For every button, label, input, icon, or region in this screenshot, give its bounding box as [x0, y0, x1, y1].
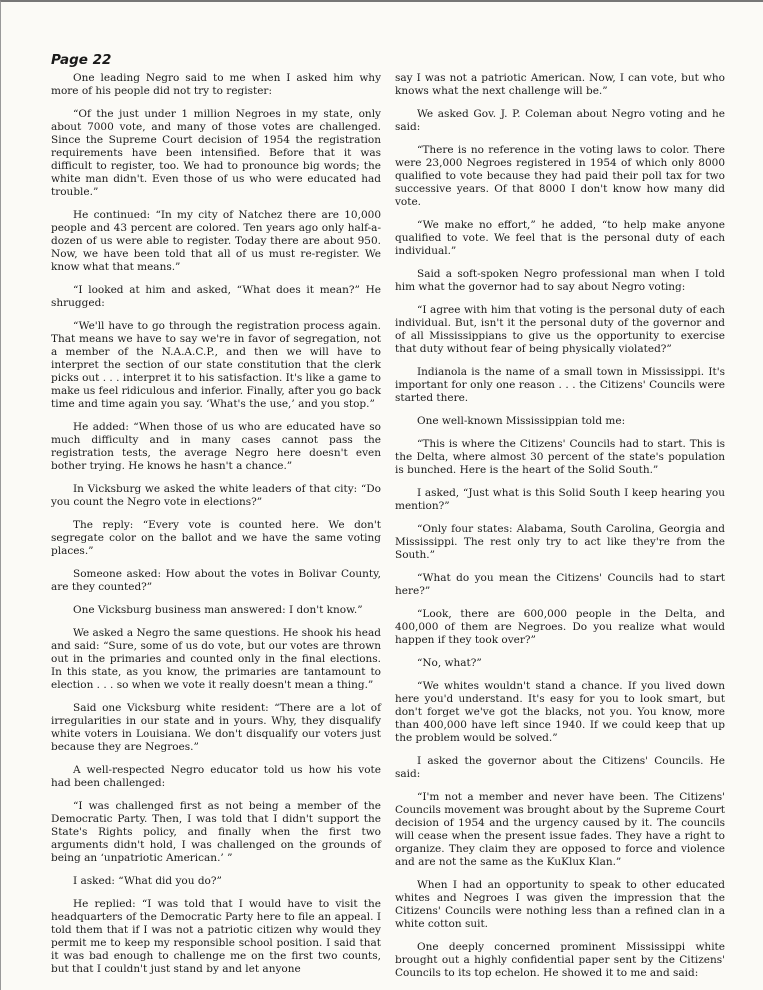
paragraph: In Vicksburg we asked the white leaders of that city: “Do you count the Negro vote in elections?” [51, 483, 381, 508]
left-column [51, 72, 381, 986]
paragraph: “I'm not a member and never have been. The Citizens' Councils movement was brought about by the Supreme Court decision of 1954 and the urgency caused by it. The councils will cease when the present issue fades. They have a right to organize. They claim they are opposed to force and violence and are not the same as the KuKlux Klan.” [395, 791, 725, 868]
paragraph: Someone asked: How about the votes in Bolivar County, are they counted?” [51, 568, 381, 593]
paragraph: say I was not a patriotic American. Now, I can vote, but who knows what the next challenge will be.” [395, 72, 725, 97]
paragraph: One leading Negro said to me when I asked him why more of his people did not try to register: [51, 72, 381, 97]
paragraph: We asked a Negro the same questions. He shook his head and said: “Sure, some of us do vote, but our votes are thrown out in the primaries and counted only in the final elections. In this state, as you know, the primaries are tantamount to election . . . so when we vote it really doesn't mean a thing.” [51, 627, 381, 691]
paragraph: Said one Vicksburg white resident: “There are a lot of irregularities in our state and in yours. Why, they disqualify white voters in Louisiana. We don't disqualify our voters just because they are Negroes.” [51, 702, 381, 753]
paragraph: He added: “When those of us who are educated have so much difficulty and in many cases cannot pass the registration tests, the average Negro here doesn't even bother trying. He knows he hasn't a chance.” [51, 421, 381, 472]
paragraph: “I agree with him that voting is the personal duty of each individual. But, isn't it the personal duty of the governor and of all Mississippians to give us the opportunity to exercise that duty without fear of being physically violated?” [395, 304, 725, 355]
paragraph: “What do you mean the Citizens' Councils had to start here?” [395, 572, 725, 597]
paragraph: “This is where the Citizens' Councils had to start. This is the Delta, where almost 30 percent of the state's population is bunched. Here is the heart of the Solid South.” [395, 438, 725, 476]
paragraph: Said a soft-spoken Negro professional man when I told him what the governor had to say about Negro voting: [395, 268, 725, 293]
page-number: Page 22 [51, 52, 112, 68]
paragraph: “I was challenged first as not being a member of the Democratic Party. Then, I was told that I didn't support the State's Rights policy, and finally when the first two arguments didn't hold, I was challenged on the grounds of being an ‘unpatriotic American.’ ” [51, 800, 381, 864]
paragraph: “We'll have to go through the registration process again. That means we have to say we're in favor of segregation, not a member of the N.A.A.C.P., and then we will have to interpret the section of our state constitution that the clerk picks out . . . interpret it to his satisfaction. It's like a game to make us feel ridiculous and inferior. Finally, after you go back time and time again you say. ‘What's the use,’ and you stop.” [51, 320, 381, 410]
paragraph: “Of the just under 1 million Negroes in my state, only about 7000 vote, and many of those votes are challenged. Since the Supreme Court decision of 1954 the registration requirements have been intensified. Before that it was difficult to register, too. We had to pronounce big words; the white man didn't. Even those of us who were educated had trouble.” [51, 108, 381, 198]
paragraph: “We make no effort,” he added, “to help make anyone qualified to vote. We feel that is the personal duty of each individual.” [395, 219, 725, 257]
paragraph: “We whites wouldn't stand a chance. If you lived down here you'd understand. It's easy for you to look smart, but don't forget we've got the blacks, not you. You know, more than 400,000 have left since 1940. If we could keep that up the problem would be solved.” [395, 680, 725, 744]
paragraph: I asked: “What did you do?” [73, 875, 222, 887]
right-column [395, 72, 725, 990]
paragraph: “No, what?” [417, 657, 482, 669]
paragraph: “I looked at him and asked, “What does it mean?” He shrugged: [51, 284, 381, 309]
paragraph: We asked Gov. J. P. Coleman about Negro voting and he said: [395, 108, 725, 133]
paragraph: When I had an opportunity to speak to other educated whites and Negroes I was given the impression that the Citizens' Councils were nothing less than a refined clan in a white cotton suit. [395, 879, 725, 930]
paragraph: One well-known Mississippian told me: [417, 415, 626, 427]
paragraph: He replied: “I was told that I would have to visit the headquarters of the Democratic Party here to file an appeal. I told them that if I was not a patriotic citizen why would they permit me to keep my responsible school position. I said that it was bad enough to challenge me on the first two counts, but that I couldn't just stand by and let anyone [51, 898, 381, 975]
paragraph: I asked, “Just what is this Solid South I keep hearing you mention?” [395, 487, 725, 512]
paragraph: A well-respected Negro educator told us how his vote had been challenged: [51, 764, 381, 789]
paragraph: One Vicksburg business man answered: I don't know.” [73, 604, 363, 616]
paragraph: I asked the governor about the Citizens' Councils. He said: [395, 755, 725, 780]
paragraph: Indianola is the name of a small town in Mississippi. It's important for only one reason . . . the Citizens' Councils were started there. [395, 366, 725, 404]
paragraph: One deeply concerned prominent Mississippi white brought out a highly confidential paper sent by the Citizens' Councils to its top echelon. He showed it to me and said: [395, 941, 725, 979]
paragraph: “Only four states: Alabama, South Carolina, Georgia and Mississippi. The rest only try to act like they're from the South.” [395, 523, 725, 561]
paragraph: “There is no reference in the voting laws to color. There were 23,000 Negroes registered in 1954 of which only 8000 qualified to vote because they had paid their poll tax for two successive years. Of that 8000 I don't know how many did vote. [395, 144, 725, 208]
paragraph: “Look, there are 600,000 people in the Delta, and 400,000 of them are Negroes. Do you realize what would happen if they took over?” [395, 608, 725, 646]
paragraph: The reply: “Every vote is counted here. We don't segregate color on the ballot and we have the same voting places.” [51, 519, 381, 557]
paragraph: He continued: “In my city of Natchez there are 10,000 people and 43 percent are colored. Ten years ago only half-a-dozen of us were able to register. Today there are about 950. Now, we have been told that all of us must re-register. We know what that means.” [51, 209, 381, 273]
